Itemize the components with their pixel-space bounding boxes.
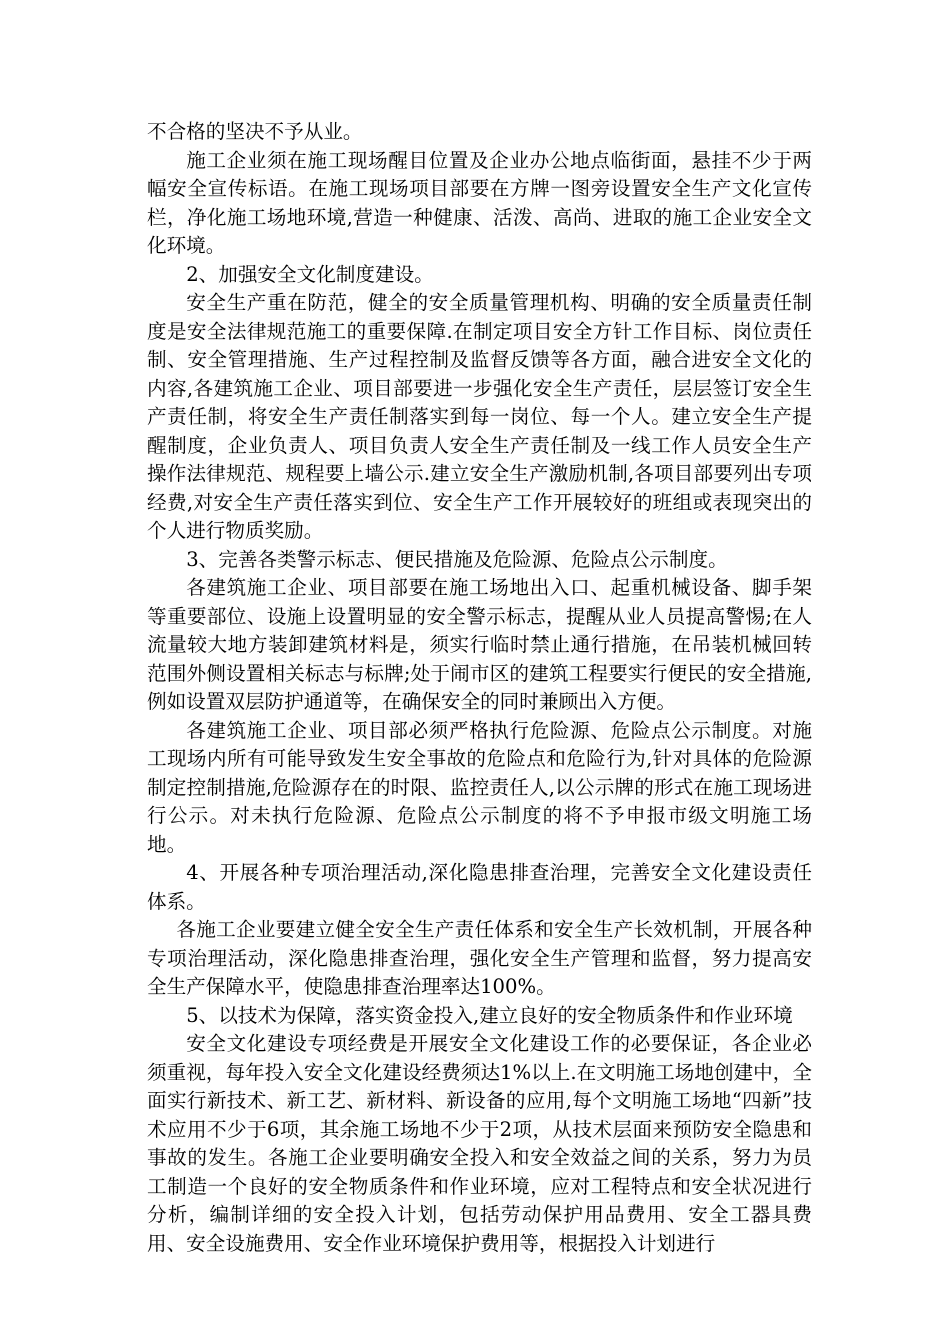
document-body (147, 118, 812, 1258)
paragraph-2: 施工企业须在施工现场醒目位置及企业办公地点临街面，悬挂不少于两幅安全宣传标语。在施工现场项目部要在方牌一图旁设置安全生产文化宣传栏，净化施工场地环境,营造一种健康、活泼、高尚、进取的施工企业安全文化环境。 (147, 148, 812, 257)
paragraph-7: 安全文化建设专项经费是开展安全文化建设工作的必要保证，各企业必须重视，每年投入安全文化建设经费须达1%以上.在文明施工场地创建中，全面实行新技术、新工艺、新材料、新设备的应用,每个文明施工场地“四新”技术应用不少于6项，其余施工场地不少于2项，从技术层面来预防安全隐患和事故的发生。各施工企业要明确安全投入和安全效益之间的关系，努力为员工制造一个良好的安全物质条件和作业环境，应对工程特点和安全状况进行分析，编制详细的安全投入计划，包括劳动保护用品费用、安全工器具费用、安全设施费用、安全作业环境保护费用等，根据投入计划进行 (147, 1032, 812, 1255)
section-heading-4: 4、开展各种专项治理活动,深化隐患排查治理，完善安全文化建设责任体系。 (147, 861, 812, 913)
section-heading-3: 3、完善各类警示标志、便民措施及危险源、危险点公示制度。 (186, 547, 728, 571)
section-heading-2: 2、加强安全文化制度建设。 (186, 262, 434, 286)
paragraph-4: 各建筑施工企业、项目部要在施工场地出入口、起重机械设备、脚手架等重要部位、设施上设置明显的安全警示标志，提醒从业人员提高警惕;在人流量较大地方装卸建筑材料是，须实行临时禁止通行措施，在吊装机械回转范围外侧设置相关标志与标牌;处于闹市区的建筑工程要实行便民的安全措施,例如设置双层防护通道等，在确保安全的同时兼顾出入方便。 (147, 576, 812, 713)
paragraph-6: 各施工企业要建立健全安全生产责任体系和安全生产长效机制，开展各种专项治理活动，深化隐患排查治理，强化安全生产管理和监督，努力提高安全生产保障水平，使隐患排查治理率达100%。 (147, 918, 812, 998)
paragraph-3: 安全生产重在防范，健全的安全质量管理机构、明确的安全质量责任制度是安全法律规范施工的重要保障.在制定项目安全方针工作目标、岗位责任制、安全管理措施、生产过程控制及监督反馈等各方面，融合进安全文化的内容,各建筑施工企业、项目部要进一步强化安全生产责任，层层签订安全生产责任制，将安全生产责任制落实到每一岗位、每一个人。建立安全生产提醒制度，企业负责人、项目负责人安全生产责任制及一线工作人员安全生产操作法律规范、规程要上墙公示.建立安全生产激励机制,各项目部要列出专项经费,对安全生产责任落实到位、安全生产工作开展较好的班组或表现突出的个人进行物质奖励。 (147, 291, 812, 542)
paragraph-5: 各建筑施工企业、项目部必须严格执行危险源、危险点公示制度。对施工现场内所有可能导致发生安全事故的危险点和危险行为,针对具体的危险源制定控制措施,危险源存在的时限、监控责任人,以公示牌的形式在施工现场进行公示。对未执行危险源、危险点公示制度的将不予申报市级文明施工场地。 (147, 718, 812, 856)
paragraph-1: 不合格的坚决不予从业。 (147, 120, 363, 143)
section-heading-5: 5、以技术为保障，落实资金投入,建立良好的安全物质条件和作业环境 (186, 1003, 793, 1027)
